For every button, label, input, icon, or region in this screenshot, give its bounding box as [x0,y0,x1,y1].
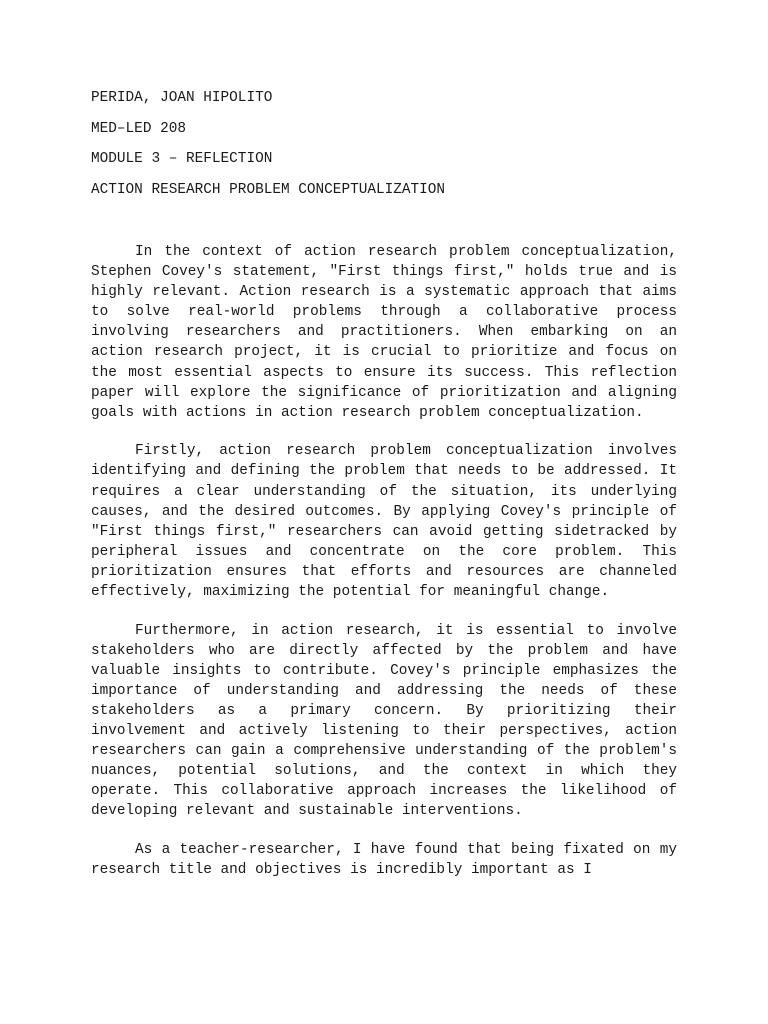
course-code: MED–LED 208 [91,120,186,137]
paragraph-2: Firstly, action research problem conceptualization involves identifying and defining the problem that needs to be addressed. It requires a clear understanding of the situation, its underlying causes, and the desired outcomes. By applying Covey's principle of "First things first," researchers can avoid getting sidetracked by peripheral issues and concentrate on the core problem. This prioritization ensures that efforts and resources are channeled effectively, maximizing the potential for meaningful change. [91,443,677,600]
header-spacer [91,212,677,242]
module-label: MODULE 3 – REFLECTION [91,151,273,167]
paragraph-1: In the context of action research problem conceptualization, Stephen Covey's statement, "First things first," holds true and is highly relevant. Action research is a systematic approach that aims to solve real-world problems through a collaborative process involving researchers and practitioners. When embarking on an action research project, it is crucial to prioritize and focus on the most essential aspects to ensure its success. This reflection paper will explore the significance of prioritization and aligning goals with actions in action research problem conceptualization. [91,244,677,421]
document-title: ACTION RESEARCH PROBLEM CONCEPTUALIZATION [91,181,446,198]
paragraph-3: Furthermore, in action research, it is essential to involve stakeholders who are directly affected by the problem and have valuable insights to contribute. Covey's principle emphasizes the importance of understanding and addressing the needs of these stakeholders as a primary concern. By prioritizing their involvement and actively listening to their perspectives, action researchers can gain a comprehensive understanding of the problem's nuances, potential solutions, and the context in which they operate. This collaborative approach increases the likelihood of developing relevant and sustainable interventions. [91,622,677,820]
paragraph-4: As a teacher-researcher, I have found that being fixated on my research title and objectives is incredibly important as I [91,842,677,879]
author-name: PERIDA, JOAN HIPOLITO [91,90,273,106]
